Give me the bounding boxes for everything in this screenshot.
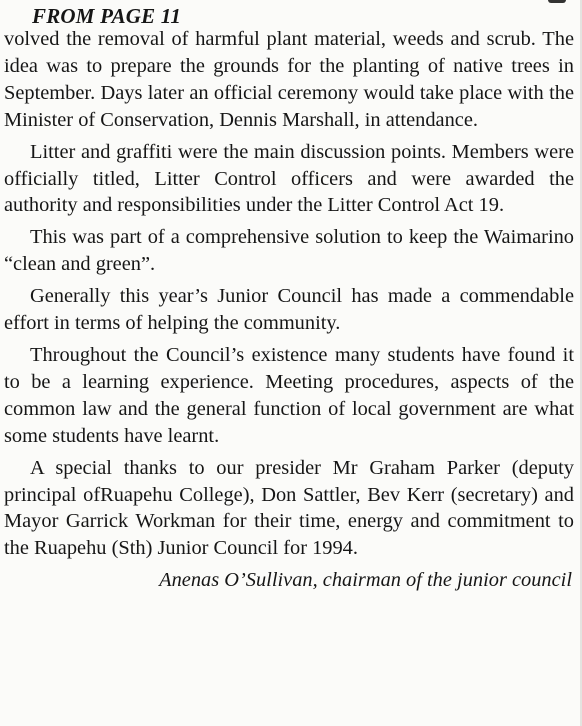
paragraph-2: Litter and graffiti were the main discussion points. Members were officially titled, Litter Control officers and were awarded the authority and responsibilities under the Litter Control Act 19. xyxy=(4,140,574,217)
top-edge-mark xyxy=(548,0,566,3)
article-body xyxy=(4,4,574,593)
byline: Anenas O’Sullivan, chairman of the junior council xyxy=(159,569,572,592)
continued-from-heading: FROM PAGE 11 xyxy=(32,4,182,28)
paragraph-1: volved the removal of harmful plant material, weeds and scrub. The idea was to prepare the grounds for the planting of native trees in September. Days later an official ceremony would take place with the Minister of Conservation, Dennis Marshall, in attendance. xyxy=(4,28,574,131)
paragraph-5: Throughout the Council’s existence many students have found it to be a learning experience. Meeting procedures, aspects of the common law and the general function of local government are what some students have learnt. xyxy=(4,343,574,447)
paragraph-3: This was part of a comprehensive solution to keep the Waimarino “clean and green”. xyxy=(4,226,574,276)
paragraph-6: A special thanks to our presider Mr Graham Parker (deputy principal ofRuapehu College), Don Sattler, Bev Kerr (secretary) and Mayor Garrick Workman for their time, energy and commitment to the Ruapehu (Sth) Junior Council for 1994. xyxy=(4,456,574,560)
paragraph-4: Generally this year’s Junior Council has made a commendable effort in terms of helping the community. xyxy=(4,285,574,335)
